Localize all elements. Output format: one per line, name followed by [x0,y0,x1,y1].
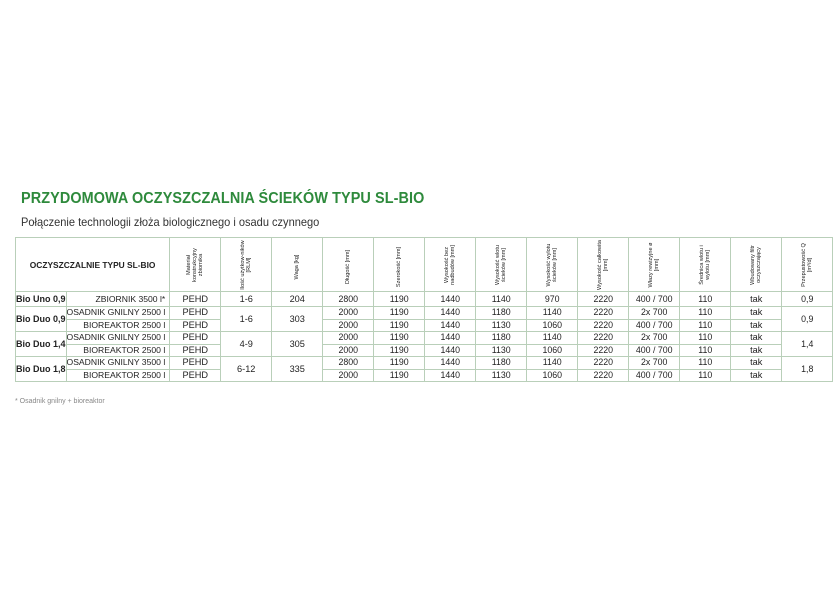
cell-outlet: 1060 [527,319,578,332]
cell-inlet: 1130 [476,369,527,382]
cell-filter: tak [731,332,782,345]
cell-material: PEHD [170,307,221,320]
header-flow: Przepustowość Q [m³/d] [782,238,833,292]
cell-hatch: 2x 700 [629,307,680,320]
cell-total: 2220 [578,369,629,382]
footnote: * Osadnik gnilny + bioreaktor [15,398,105,405]
cell-weight: 305 [272,332,323,357]
cell-material: PEHD [170,357,221,370]
cell-width: 1190 [374,319,425,332]
cell-height: 1440 [425,369,476,382]
cell-width: 1190 [374,369,425,382]
header-main: OCZYSZCZALNIE TYPU SL-BIO [16,238,170,292]
table-row [16,332,833,345]
cell-outlet: 1060 [527,344,578,357]
header-users: Ilość użytkow-ników [RLM] [221,238,272,292]
cell-users: 6-12 [221,357,272,382]
cell-material: PEHD [170,292,221,307]
cell-filter: tak [731,344,782,357]
cell-material: PEHD [170,344,221,357]
cell-filter: tak [731,319,782,332]
cell-diameter: 110 [680,307,731,320]
cell-height: 1440 [425,319,476,332]
cell-inlet: 1180 [476,357,527,370]
cell-flow: 0,9 [782,307,833,332]
cell-material: PEHD [170,332,221,345]
cell-filter: tak [731,357,782,370]
cell-hatch: 2x 700 [629,357,680,370]
table-header-row [16,238,833,292]
model-name: Bio Duo 1,4 [16,332,67,357]
cell-material: PEHD [170,369,221,382]
component-name: BIOREAKTOR 2500 l [66,319,170,332]
cell-hatch: 400 / 700 [629,319,680,332]
model-name: Bio Duo 0,9 [16,307,67,332]
cell-users: 1-6 [221,307,272,332]
cell-length: 2000 [323,307,374,320]
component-name: BIOREAKTOR 2500 l [66,369,170,382]
component-name: OSADNIK GNILNY 2500 l [66,332,170,345]
cell-total: 2220 [578,357,629,370]
header-total-height: Wysokość całkowita [mm] [578,238,629,292]
cell-width: 1190 [374,292,425,307]
cell-inlet: 1140 [476,292,527,307]
cell-diameter: 110 [680,332,731,345]
cell-height: 1440 [425,344,476,357]
cell-length: 2000 [323,369,374,382]
cell-width: 1190 [374,357,425,370]
cell-outlet: 1140 [527,357,578,370]
header-inlet: Wysokość wlotu ścieków [mm] [476,238,527,292]
cell-filter: tak [731,292,782,307]
component-name: BIOREAKTOR 2500 l [66,344,170,357]
page-title: PRZYDOMOWA OCZYSZCZALNIA ŚCIEKÓW TYPU SL-BIO [21,190,425,207]
header-material: Materiał konstrukcyjny zbiornika [170,238,221,292]
header-height: Wysokość bez nadbudów [mm] [425,238,476,292]
cell-length: 2000 [323,332,374,345]
cell-width: 1190 [374,307,425,320]
cell-outlet: 970 [527,292,578,307]
cell-height: 1440 [425,332,476,345]
table-row [16,357,833,370]
header-hatch: Włazy rewizyjne ø [mm] [629,238,680,292]
component-name: OSADNIK GNILNY 2500 l [66,307,170,320]
cell-users: 1-6 [221,292,272,307]
cell-hatch: 2x 700 [629,332,680,345]
cell-length: 2800 [323,292,374,307]
cell-length: 2800 [323,357,374,370]
cell-total: 2220 [578,332,629,345]
cell-material: PEHD [170,319,221,332]
table-row [16,292,833,307]
model-name: Bio Duo 1,8 [16,357,67,382]
cell-hatch: 400 / 700 [629,344,680,357]
cell-total: 2220 [578,319,629,332]
cell-hatch: 400 / 700 [629,292,680,307]
table-row [16,319,833,332]
cell-outlet: 1140 [527,332,578,345]
cell-diameter: 110 [680,357,731,370]
cell-height: 1440 [425,292,476,307]
cell-flow: 1,4 [782,332,833,357]
cell-flow: 1,8 [782,357,833,382]
model-name: Bio Uno 0,9 [16,292,67,307]
cell-inlet: 1130 [476,319,527,332]
cell-width: 1190 [374,332,425,345]
cell-diameter: 110 [680,292,731,307]
cell-outlet: 1060 [527,369,578,382]
cell-total: 2220 [578,307,629,320]
cell-filter: tak [731,369,782,382]
cell-total: 2220 [578,292,629,307]
header-filter: Wbudowany filtr oczyszczający [731,238,782,292]
cell-diameter: 110 [680,369,731,382]
cell-height: 1440 [425,357,476,370]
cell-diameter: 110 [680,344,731,357]
cell-inlet: 1180 [476,332,527,345]
header-weight: Waga [kg] [272,238,323,292]
cell-total: 2220 [578,344,629,357]
cell-height: 1440 [425,307,476,320]
component-name: ZBIORNIK 3500 l* [66,292,170,307]
cell-hatch: 400 / 700 [629,369,680,382]
header-length: Długość [mm] [323,238,374,292]
header-width: Szerokość [mm] [374,238,425,292]
cell-width: 1190 [374,344,425,357]
cell-weight: 204 [272,292,323,307]
cell-diameter: 110 [680,319,731,332]
table-row [16,369,833,382]
table-row [16,344,833,357]
cell-weight: 335 [272,357,323,382]
header-diameter: Średnica wlotu i wylotu [mm] [680,238,731,292]
cell-length: 2000 [323,344,374,357]
component-name: OSADNIK GNILNY 3500 l [66,357,170,370]
header-outlet: Wysokość wylotu ścieków [mm] [527,238,578,292]
cell-inlet: 1180 [476,307,527,320]
table-row [16,307,833,320]
cell-users: 4-9 [221,332,272,357]
cell-outlet: 1140 [527,307,578,320]
cell-flow: 0,9 [782,292,833,307]
cell-filter: tak [731,307,782,320]
cell-length: 2000 [323,319,374,332]
cell-inlet: 1130 [476,344,527,357]
cell-weight: 303 [272,307,323,332]
spec-table [15,237,833,382]
page-subtitle: Połączenie technologii złoża biologicznego i osadu czynnego [21,215,320,229]
